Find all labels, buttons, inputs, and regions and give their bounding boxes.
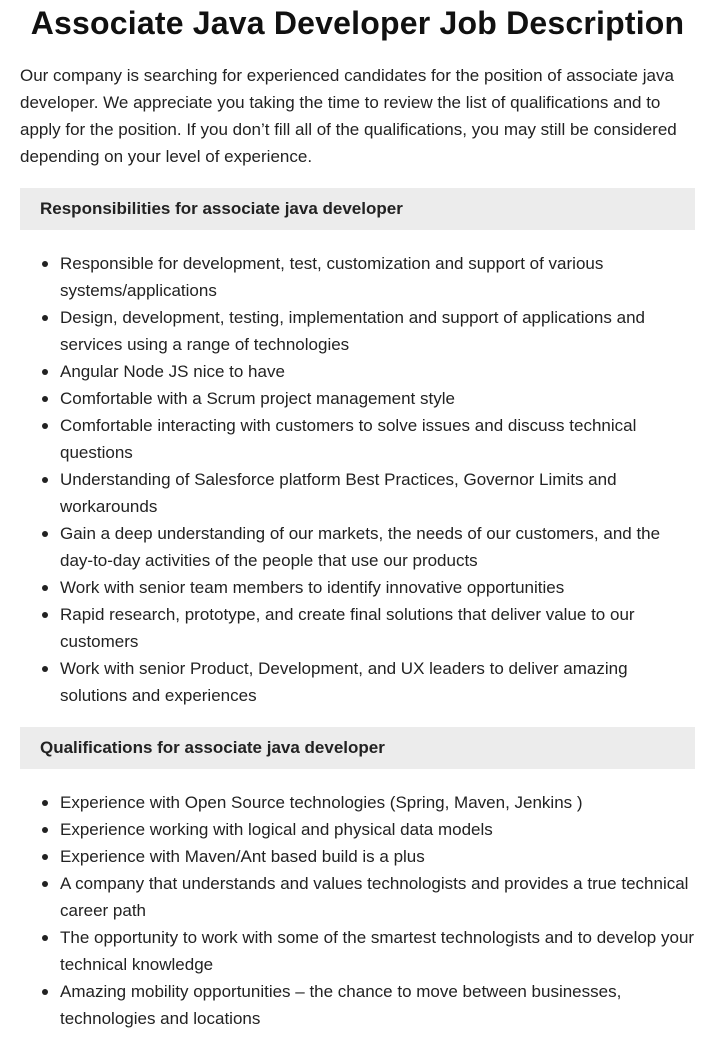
list-item: Design, development, testing, implementation and support of applications and services using a range of technologies xyxy=(60,304,695,358)
qualifications-list xyxy=(20,789,695,1032)
list-item: Work with senior team members to identify innovative opportunities xyxy=(60,574,695,601)
list-item: Experience with Maven/Ant based build is a plus xyxy=(60,843,695,870)
list-item: Experience working with logical and physical data models xyxy=(60,816,695,843)
intro-paragraph: Our company is searching for experienced candidates for the position of associate java developer. We appreciate you taking the time to review the list of qualifications and to apply for the position. If you don’t fill all of the qualifications, you may still be considered depending on your level of experience. xyxy=(20,66,677,166)
qualifications-heading: Qualifications for associate java developer xyxy=(40,738,385,757)
responsibilities-heading: Responsibilities for associate java developer xyxy=(40,199,403,218)
list-item: Experience with Open Source technologies (Spring, Maven, Jenkins ) xyxy=(60,789,695,816)
qualifications-header xyxy=(20,727,695,769)
list-item: Amazing mobility opportunities – the chance to move between businesses, technologies and locations xyxy=(60,978,695,1032)
list-item: Gain a deep understanding of our markets, the needs of our customers, and the day-to-day activities of the people that use our products xyxy=(60,520,695,574)
list-item: Comfortable with a Scrum project management style xyxy=(60,385,695,412)
page-title: Associate Java Developer Job Description xyxy=(30,5,685,41)
list-item: A company that understands and values technologists and provides a true technical career path xyxy=(60,870,695,924)
list-item: Work with senior Product, Development, and UX leaders to deliver amazing solutions and experiences xyxy=(60,655,695,709)
list-item: Responsible for development, test, customization and support of various systems/applications xyxy=(60,250,695,304)
list-item: The opportunity to work with some of the smartest technologists and to develop your technical knowledge xyxy=(60,924,695,978)
responsibilities-header xyxy=(20,188,695,230)
responsibilities-list xyxy=(20,250,695,709)
list-item: Angular Node JS nice to have xyxy=(60,358,695,385)
list-item: Rapid research, prototype, and create final solutions that deliver value to our customers xyxy=(60,601,695,655)
list-item: Comfortable interacting with customers to solve issues and discuss technical questions xyxy=(60,412,695,466)
list-item: Understanding of Salesforce platform Best Practices, Governor Limits and workarounds xyxy=(60,466,695,520)
